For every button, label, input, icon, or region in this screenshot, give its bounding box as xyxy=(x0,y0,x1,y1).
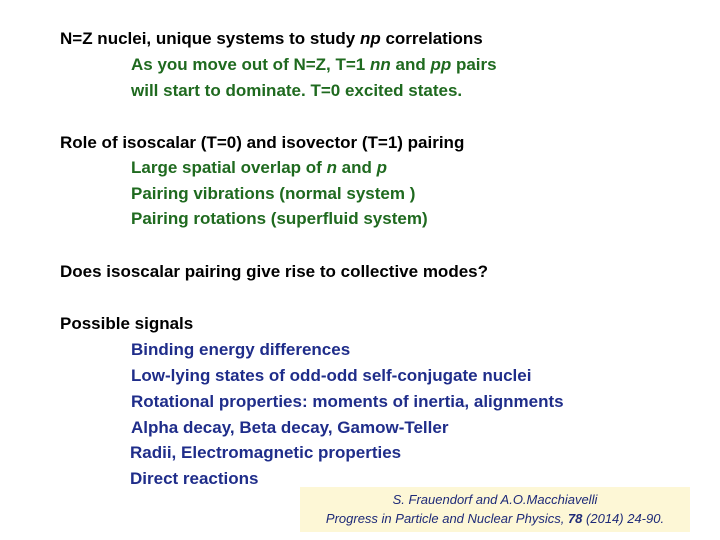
section4-heading: Possible signals xyxy=(60,314,194,333)
citation-volume: 78 xyxy=(567,511,583,526)
section2-heading: Role of isoscalar (T=0) and isovector (T=1) pairing xyxy=(60,133,465,152)
section1-line2: will start to dominate. T=0 excited states. xyxy=(131,81,463,100)
section2-line1: Large spatial overlap of n and p xyxy=(131,158,388,177)
section3-heading: Does isoscalar pairing give rise to collective modes? xyxy=(60,262,488,281)
signal-item: Rotational properties: moments of inertia, alignments xyxy=(131,392,564,411)
citation-box xyxy=(300,487,690,532)
section1-line1: As you move out of N=Z, T=1 nn and pp pairs xyxy=(131,55,497,74)
section2-line3: Pairing rotations (superfluid system) xyxy=(131,209,428,228)
section1-heading: N=Z nuclei, unique systems to study np correlations xyxy=(60,29,483,48)
section2-line2: Pairing vibrations (normal system ) xyxy=(131,184,416,203)
signal-item: Low-lying states of odd-odd self-conjugate nuclei xyxy=(131,366,532,385)
signal-item: Binding energy differences xyxy=(131,340,351,359)
signal-item: Radii, Electromagnetic properties xyxy=(130,443,402,462)
citation-authors: S. Frauendorf and A.O.Macchiavelli xyxy=(392,492,598,507)
signal-item: Alpha decay, Beta decay, Gamow-Teller xyxy=(131,418,449,437)
citation-journal-line: Progress in Particle and Nuclear Physics, 78 (2014) 24-90. xyxy=(325,511,665,526)
signal-item: Direct reactions xyxy=(130,469,259,488)
